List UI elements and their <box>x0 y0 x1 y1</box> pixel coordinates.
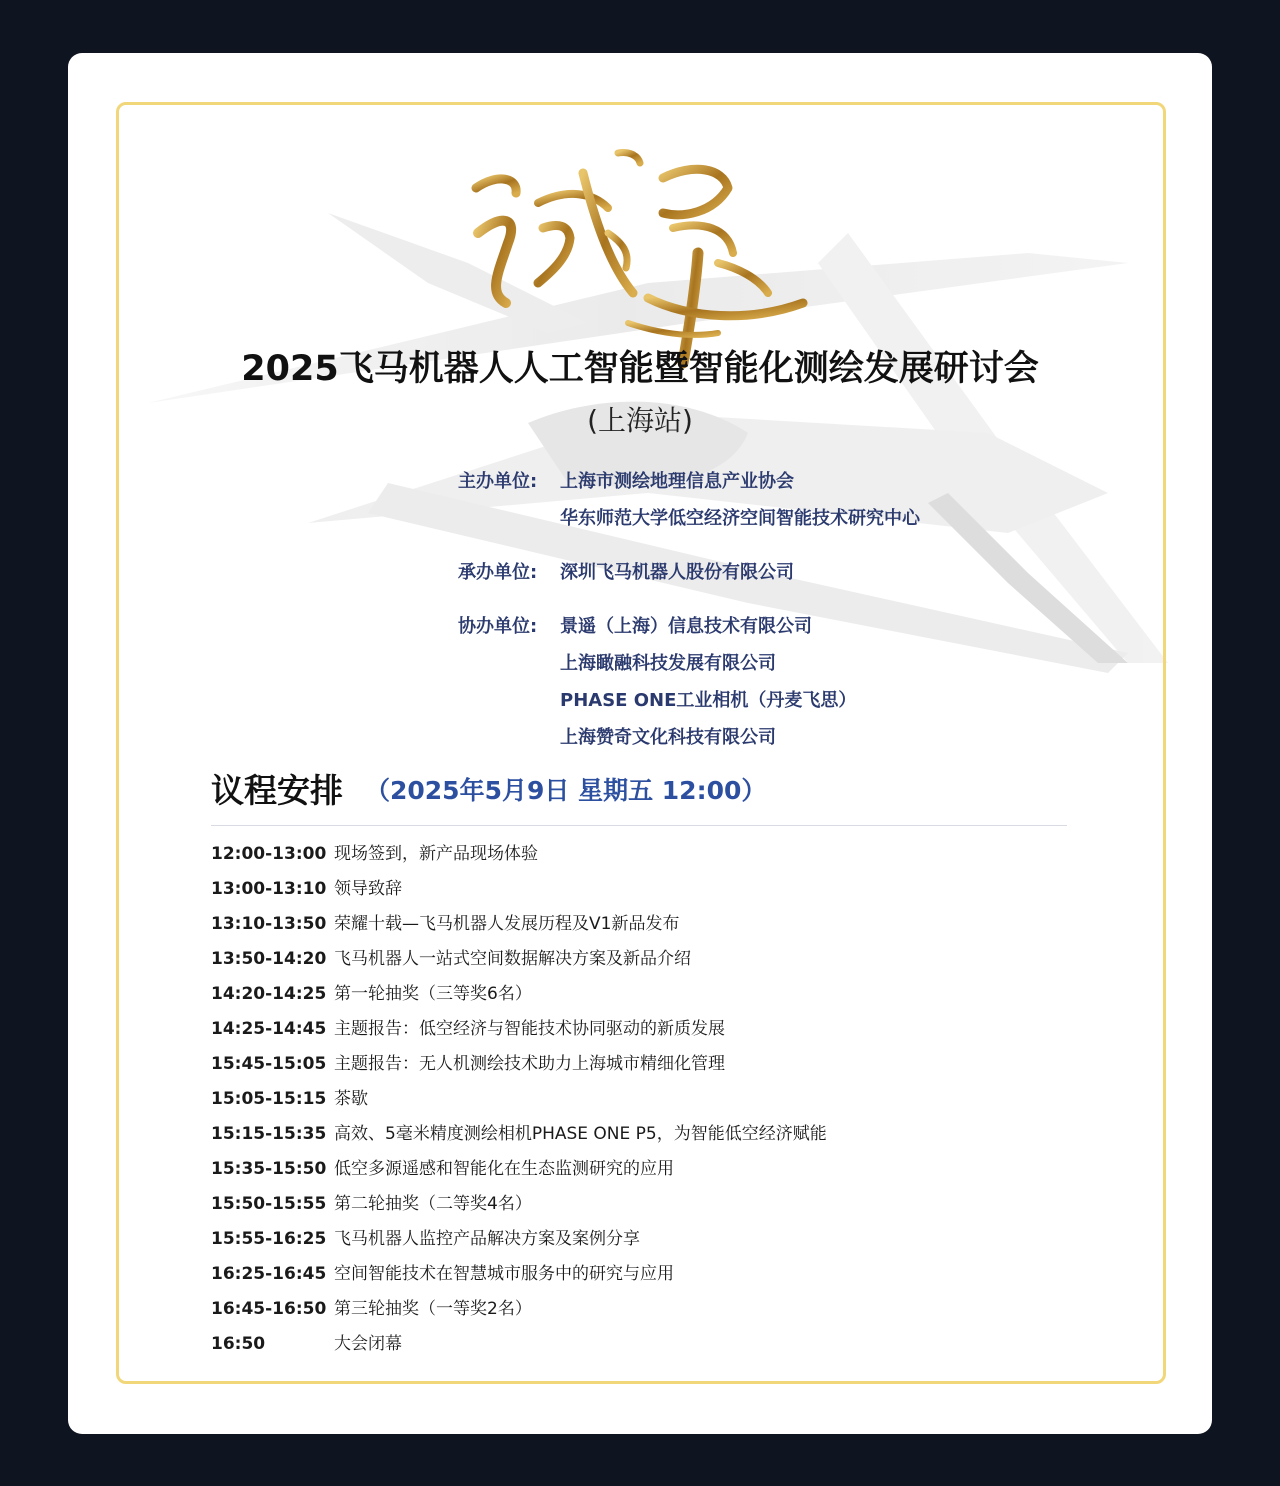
agenda-time: 13:10-13:50 <box>211 914 327 934</box>
agenda-item: 飞马机器人一站式空间数据解决方案及新品介绍 <box>334 949 691 969</box>
agenda-row <box>211 1257 827 1292</box>
agenda-time: 15:15-15:35 <box>211 1124 327 1144</box>
agenda-time: 15:05-15:15 <box>211 1089 327 1109</box>
agenda-row <box>211 1117 827 1152</box>
agenda-item: 飞马机器人监控产品解决方案及案例分享 <box>334 1229 640 1249</box>
invitation-card <box>68 53 1212 1434</box>
agenda-time: 16:25-16:45 <box>211 1264 327 1284</box>
agenda-row <box>211 907 827 942</box>
agenda-row <box>211 942 827 977</box>
organizer-undertaker <box>458 554 794 591</box>
event-title: 2025飞马机器人人工智能暨智能化测绘发展研讨会 <box>241 349 1039 389</box>
agenda-row <box>211 1187 827 1222</box>
org-value: 上海瞰融科技发展有限公司 <box>560 653 776 674</box>
agenda-title: 议程安排 <box>211 771 343 810</box>
agenda-row <box>211 1012 827 1047</box>
organizer-co-organizer <box>458 608 856 756</box>
agenda-time: 15:35-15:50 <box>211 1159 327 1179</box>
agenda-time: 12:00-13:00 <box>211 844 327 864</box>
agenda-item: 茶歇 <box>334 1089 368 1109</box>
event-subtitle: (上海站) <box>587 404 693 437</box>
org-label: 主办单位: <box>458 471 538 492</box>
agenda-time: 16:45-16:50 <box>211 1299 327 1319</box>
org-value: 上海赞奇文化科技有限公司 <box>560 727 776 748</box>
org-value: 上海市测绘地理信息产业协会 <box>560 471 794 492</box>
agenda-item: 高效、5毫米精度测绘相机PHASE ONE P5，为智能低空经济赋能 <box>334 1124 827 1144</box>
agenda-item: 第三轮抽奖（一等奖2名） <box>334 1299 532 1319</box>
agenda-time: 16:50 <box>211 1334 266 1354</box>
agenda-item: 第二轮抽奖（二等奖4名） <box>334 1194 532 1214</box>
agenda-row <box>211 1082 827 1117</box>
agenda-item: 低空多源遥感和智能化在生态监测研究的应用 <box>334 1159 674 1179</box>
agenda-row <box>211 837 827 872</box>
agenda-list <box>211 837 827 1362</box>
agenda-item: 荣耀十载—飞马机器人发展历程及V1新品发布 <box>334 914 680 934</box>
agenda-row <box>211 1047 827 1082</box>
agenda-divider <box>211 825 1067 826</box>
agenda-row <box>211 1222 827 1257</box>
agenda-row <box>211 872 827 907</box>
agenda-time: 14:20-14:25 <box>211 984 327 1004</box>
agenda-date: （2025年5月9日 星期五 12:00） <box>365 775 767 805</box>
agenda-item: 空间智能技术在智慧城市服务中的研究与应用 <box>334 1264 674 1284</box>
agenda-item: 大会闭幕 <box>334 1334 402 1354</box>
organizer-host <box>458 463 920 537</box>
agenda-time: 13:50-14:20 <box>211 949 327 969</box>
agenda-row <box>211 977 827 1012</box>
agenda-header <box>211 765 766 812</box>
agenda-item: 主题报告：低空经济与智能技术协同驱动的新质发展 <box>334 1019 725 1039</box>
agenda-time: 13:00-13:10 <box>211 879 327 899</box>
agenda-time: 15:50-15:55 <box>211 1194 327 1214</box>
agenda-item: 第一轮抽奖（三等奖6名） <box>334 984 532 1004</box>
agenda-row <box>211 1152 827 1187</box>
agenda-item: 主题报告：无人机测绘技术助力上海城市精细化管理 <box>334 1054 725 1074</box>
agenda-row <box>211 1327 827 1362</box>
agenda-row <box>211 1292 827 1327</box>
agenda-time: 15:45-15:05 <box>211 1054 327 1074</box>
agenda-item: 领导致辞 <box>334 879 402 899</box>
org-value: 景遥（上海）信息技术有限公司 <box>560 616 812 637</box>
org-label: 承办单位: <box>458 562 538 583</box>
agenda-time: 14:25-14:45 <box>211 1019 327 1039</box>
agenda-time: 15:55-16:25 <box>211 1229 327 1249</box>
org-value: 华东师范大学低空经济空间智能技术研究中心 <box>560 508 920 529</box>
org-value: 深圳飞马机器人股份有限公司 <box>560 562 794 583</box>
agenda-item: 现场签到，新产品现场体验 <box>334 844 538 864</box>
org-label: 协办单位: <box>458 616 538 637</box>
org-value: PHASE ONE工业相机（丹麦飞思） <box>560 690 857 711</box>
